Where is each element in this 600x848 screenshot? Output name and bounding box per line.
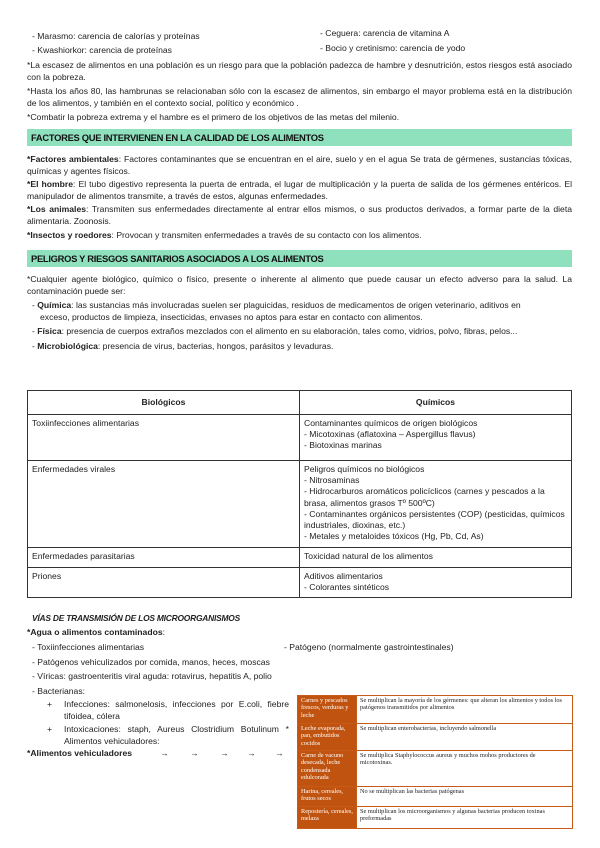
table-cell (300, 461, 572, 548)
cell-line: Peligros químicos no biológicos (304, 464, 425, 474)
table-cell (300, 548, 572, 568)
paragraph (27, 230, 572, 242)
table-cell: Toxiinfecciones alimentarias (28, 415, 300, 461)
vehicles-heading (27, 748, 132, 760)
list-item: - Química: las sustancias más involucradas suelen ser plaguicidas, residuos de medicamentos de origen veterinario, aditivos en exceso, productos de limpieza, insecticidas, envases no aptos para estar en contacto con alimentos. (32, 300, 521, 322)
term: *Factores ambientales (27, 154, 119, 164)
food-vehicles-table (297, 695, 573, 829)
table-cell (300, 568, 572, 598)
desc-cell: Se multiplican enterobacterias, incluyendo salmonella (357, 724, 573, 751)
paragraph: *La escasez de alimentos en una población es un riesgo para que la población padezca de hambre y desnutrición, estos riesgos está asociado con la pobreza. (27, 60, 572, 82)
arrow-icon: → (190, 748, 199, 758)
definition: : El tubo digestivo representa la puerta de entrada, el lugar de multiplicación y la puerta de salida de los gérmenes entéricos. El manipulador de alimentos transmite, a través de estos, algunas enfermedades. (27, 179, 572, 201)
food-cell: Carne de vacuno desecada, leche condensada edulcorada (298, 751, 357, 787)
list-item: - Bocio y cretinismo: carencia de yodo (320, 42, 466, 53)
hazards-table (27, 390, 572, 598)
definition: : presencia de virus, bacterias, hongos, parásitos y levaduras. (97, 340, 334, 351)
table-header-row (28, 391, 572, 415)
cell-line: - Nitrosaminas (304, 475, 360, 486)
term: *El hombre (27, 179, 74, 190)
transmission-list (32, 642, 272, 697)
definition: : presencia de cuerpos extraños mezclados con el alimento en su elaboración, tales como, vidrios, polvo, fibras, pelos... (61, 326, 518, 337)
desc-cell: Se multiplican la mayoría de los gérmenes: que alteran los alimentos y todos los patógenos transmitidos por alimentos (357, 696, 573, 724)
table-row (298, 807, 573, 829)
cell-line: - Hidrocarburos aromáticos policíclicos (carnes y pescados a la brasa, alimentos grasos Tº 500ºC) (304, 486, 545, 508)
arrow-icon: → (275, 748, 284, 758)
definition: : las sustancias más involucradas suelen ser plaguicidas, residuos de medicamentos de origen veterinario, aditivos en exceso, productos de limpieza, insecticidas, envases no aptos para estar en contacto con alimentos. (40, 300, 521, 322)
bacterial-item: Intoxicaciones: staph, Aureus Clostridium Botulinum * Alimentos vehiculadores: (64, 724, 289, 746)
paragraph (27, 179, 572, 202)
table-row (298, 787, 573, 807)
term: Química (37, 300, 72, 310)
desc-cell: Se multiplica Staphylococcus aureus y muchos mohos productores de micotoxinas. (357, 751, 573, 787)
paragraph (27, 204, 572, 227)
definition: : Provocan y transmiten enfermedades a través de su contacto con los alimentos. (111, 229, 422, 240)
term: *Insectos y roedores (27, 229, 112, 240)
desc-cell: No se multiplican las bacterias patógenas (357, 787, 573, 807)
term: Microbiológica (37, 340, 98, 351)
section-heading-factores: FACTORES QUE INTERVIENEN EN LA CALIDAD DE LOS ALIMENTOS (27, 129, 572, 146)
cell-line: Aditivos alimentarios (304, 571, 383, 581)
term: Física (37, 326, 62, 337)
cell-line: - Colorantes sintéticos (304, 582, 390, 593)
header-quimicos: Químicos (300, 391, 572, 415)
section-heading-peligros: PELIGROS Y RIESGOS SANITARIOS ASOCIADOS A LOS ALIMENTOS (27, 250, 572, 267)
list-item: - Toxiinfecciones alimentarias (32, 642, 145, 652)
table-row (298, 696, 573, 724)
list-item: - Bacterianas: (32, 685, 86, 696)
list-item: - Física: presencia de cuerpos extraños mezclados con el alimento en su elaboración, tales como, vidrios, polvo, fibras, pelos... (32, 326, 518, 337)
food-cell: Harina, cereales, frutos secos (298, 787, 357, 807)
food-cell: Carnes y pescados frescos, verduras y leche (298, 696, 357, 724)
list-item: - Ceguera: carencia de vitamina A (320, 28, 450, 38)
heading-text: *Alimentos vehiculadores (27, 748, 133, 758)
paragraph: *Combatir la pobreza extrema y el hambre es el primero de los objetivos de las metas del milenio. (27, 112, 400, 123)
table-cell (300, 415, 572, 461)
cell-line: Contaminantes químicos de origen biológicos (304, 418, 478, 428)
heading-text: *Agua o alimentos contaminados (27, 627, 163, 637)
section-heading-vias: VÍAS DE TRANSMISIÓN DE LOS MICROORGANISMOS (32, 613, 240, 623)
bullet-icon: + (47, 699, 53, 709)
table-cell: Enfermedades virales (28, 461, 300, 548)
list-item: - Víricas: gastroenteritis viral aguda: rotavirus, hepatitis A, polio (32, 671, 272, 682)
food-cell: Repostería, cereales, melaza (298, 807, 357, 829)
table-cell: Priones (28, 568, 300, 598)
cell-line: - Contaminantes orgánicos persistentes (COP) (pesticidas, químicos industriales, dioxinas, etc.) (304, 508, 565, 531)
deficiency-list-right (320, 28, 465, 54)
table-row (28, 461, 572, 548)
table-row (28, 548, 572, 568)
header-biologicos: Biológicos (28, 391, 300, 415)
arrow-icon: → (160, 748, 169, 758)
table-row (28, 568, 572, 598)
arrow-icon: → (247, 748, 256, 758)
water-heading (27, 627, 165, 639)
cell-line: - Metales y metaloides tóxicos (Hg, Pb, Cd, As) (304, 531, 484, 542)
table-row (298, 751, 573, 787)
list-item: - Microbiológica: presencia de virus, bacterias, hongos, parásitos y levaduras. (32, 340, 334, 351)
table-row (28, 415, 572, 461)
arrow-icon: → (220, 748, 229, 758)
list-item: - Marasmo: carencia de calorías y proteínas (32, 31, 200, 41)
cell-line: - Micotoxinas (aflatoxina – Aspergillus flavus) (304, 429, 476, 440)
bullet-icon: + (47, 724, 53, 734)
contamination-list (32, 300, 552, 352)
term: *Los animales (27, 204, 86, 215)
cell-line: Toxicidad natural de los alimentos (304, 551, 433, 561)
desc-cell: Se multiplican los microorganismos y algunas bacterias producen toxinas preformadas (357, 807, 573, 829)
table-cell: Enfermedades parasitarias (28, 548, 300, 568)
cell-line: - Biotoxinas marinas (304, 440, 382, 451)
paragraph (27, 154, 572, 177)
bacterial-item: Infecciones: salmonelosis, infecciones por E.coli, fiebre tifoidea, cólera (64, 699, 289, 721)
list-item: - Patógenos vehiculizados por comida, manos, heces, moscas (32, 656, 270, 667)
food-cell: Leche evaporada, pan, embutidos cocidos (298, 724, 357, 751)
deficiency-list-left (32, 31, 200, 56)
list-item: - Kwashiorkor: carencia de proteínas (32, 44, 172, 55)
intro-paragraphs (27, 60, 572, 124)
transmission-list-right: - Patógeno (normalmente gastrointestinales) (284, 642, 454, 652)
factores-list (27, 154, 572, 241)
paragraph: *Hasta los años 80, las hambrunas se relacionaban sólo con la escasez de alimentos, sin embargo el mayor problema está en la distribución de los alimentos, y también en el contexto social, político y económico . (27, 86, 572, 108)
definition: : Transmiten sus enfermedades directamente al entrar ellos mismos, o sus productos derivados, a formar parte de la dieta alimentaria. Zoonosis. (27, 204, 572, 226)
table-row (298, 724, 573, 751)
definition: : Factores contaminantes que se encuentran en el aire, suelo y en el agua Se trata de gérmenes, sustancias tóxicas, químicas y agentes físicos. (27, 154, 572, 176)
heading-colon: : (162, 627, 166, 637)
peligros-intro: *Cualquier agente biológico, químico o físico, presente o inherente al alimento que puede causar un efecto adverso para la salud. La contaminación puede ser: (27, 274, 572, 296)
